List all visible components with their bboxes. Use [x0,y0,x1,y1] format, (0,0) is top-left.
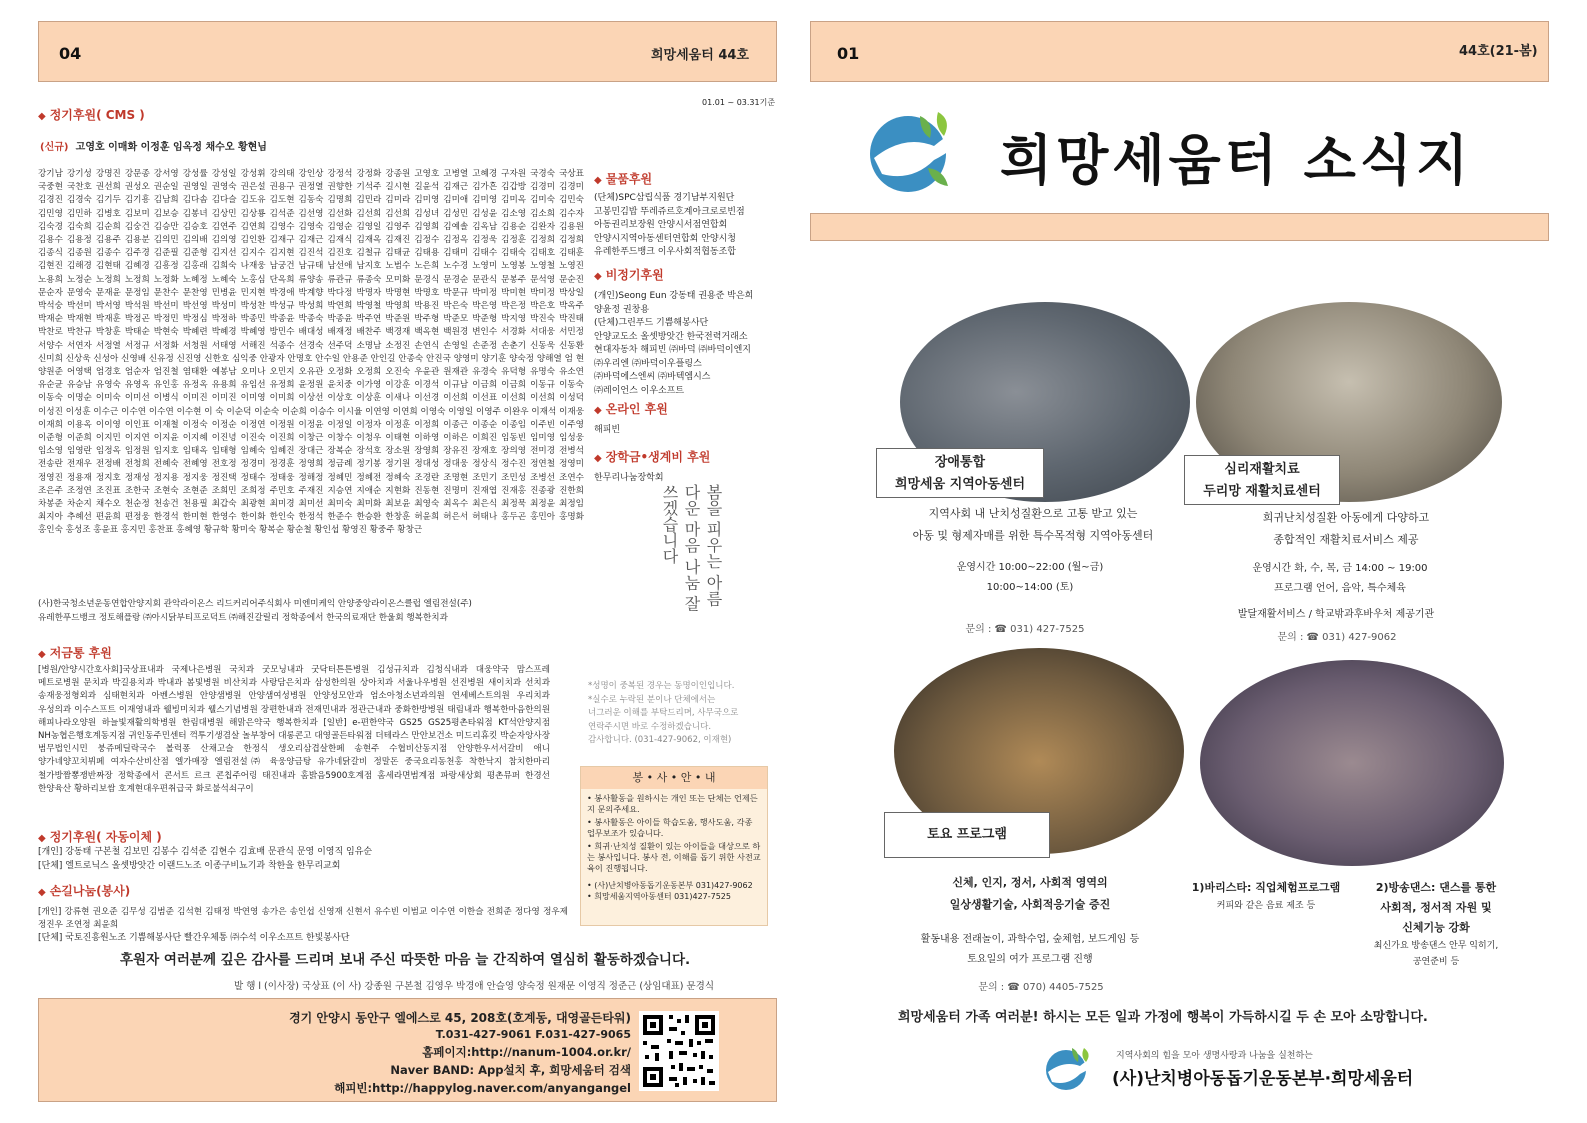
program-barista [1184,878,1348,914]
photo-dance-program [1200,660,1504,866]
auto-section-title: ◆ 정기후원( 자동이체 ) [38,830,162,844]
hand-personal: [개인] 강류현 권오준 김무성 김범준 김석현 김태정 박연영 송가은 송인섭 신영재 신현서 유수빈 이범교 이수연 이한슬 전희준 정다영 정우제 정진우 조연정 최윤희 [38,907,568,931]
hand-section-title: ◆ 손길나눔(봉사) [38,884,131,898]
scholarship-section-title: ◆ 장학금•생계비 후원 [594,450,711,464]
notice-line: *실수로 누락된 분이나 단체에서는 [588,694,716,705]
program-title: 1)바리스타: 직업체험프로그램 [1191,881,1341,894]
desc-line: 종합적인 재활치료서비스 제공 [1273,533,1419,546]
right-issue-label: 44호(21-봄) [1459,44,1538,59]
caption-line: 희망세움 지역아동센터 [894,477,1026,492]
piggybank-title-text: 저금통 후원 [49,646,112,660]
notice-block [588,680,770,748]
volunteer-item: • 봉사활동은 아이들 학습도움, 행사도움, 각종 업무보조가 있습니다. [587,817,753,838]
hand-title-text: 손길나눔(봉사) [49,884,131,898]
footer-address: 경기 안양시 동안구 엘에스로 45, 208호(호계동, 대영골든타워) [289,1011,631,1025]
piggybank-list: [병원/안양시간호사회]국상표내과 국제나은병원 국치과 굿모닝내과 굿닥터튼튼병원 김성규치과 김청식내과 대웅약국 맘스프레 메트로병원 문치과 박길용치과 박내과 봄빛병원 비산치과 사랑담은치과 삼성한의원 상아치과 서울나우병원 선진병원 새이치과 선치과 송재웅정형외과 심태현치과 아벤스병원 안양샘병원 안양샘여성병원 안양성모안과 엄소아청소년과의원 연세베스트의원 우리치과 우성의과 이수스프트 이재영내과 웰빙미치과 웰스기념병원 장편한내과 전재민내과 정관근내과 중화한방병원 태림내과 행복한마음한의원 해피나라오양원 하늘빛재활의학병원 한림대병원 해맑은약국 행복한치과 [일반] e-편한약국 GS25 GS25평촌타워점 KT석안양지점 NH농협은행호계동지점 귀인동주민센터 꺽투기생겸살 놀부창어 대롱콘고 대영골든타워점 더테라스 만안보건소 미드리휴킷 박순자앙사장 범무법인시민 붕쥬메딜락국수 볼럭퐁 산채고슬 한정식 생오리삼겹살한페 송현주 수협비산동지점 안양한우서서갈비 애니 양가네양꼬치뷔페 여자수산비산점 엘가매장 엘림전설㈜ 육웅양금탕 유가네닭갈비 정말돈 중국요리동천홍 착한낙지 참치한마리 철가방짬뽕쟁반짜장 정학종에서 콘서트 르크 콘칩주어링 태진내과 홈밝음5900호계점 홈세라면범계점 파랑새상회 평촌뮤퍼 한경선 한양육산 황하리보쌈 호계현대우편취급국 화로불석쇠구이 [38,665,550,794]
card-therapy-hours [1210,559,1470,599]
irregular-section-title: ◆ 비정기후원 [594,268,664,282]
volunteer-title: 봉 • 사 • 안 • 내 [581,767,767,789]
volunteer-contact: • (사)난치병아동돕기운동본부 031)427-9062 [587,881,753,890]
irregular-item: 안양교도소 올셋방앗간 한국전력거래소 [594,331,748,342]
card-daycare-caption [876,448,1044,498]
left-footer-band [38,998,777,1102]
auto-group: [단체] 엘트로닉스 올셋방앗간 이랜드노조 이종구비뇨기과 착한을 한무리교회 [38,861,341,871]
piggybank-section-title: ◆ 저금통 후원 [38,646,112,660]
hand-group: [단체] 국토진흥원노조 기쁨해봉사단 빨간우체통 ㈜수석 이우소프트 한빛봉사단 [38,933,350,943]
irregular-title-text: 비정기후원 [605,268,664,282]
card-therapy-caption [1184,455,1340,505]
footer-happybean: 해피빈:http://happylog.naver.com/anyangangel [334,1081,631,1095]
hours-line: 운영시간 화, 수, 목, 금 14:00 ~ 19:00 [1252,563,1428,574]
logo-dove-icon [864,108,980,196]
desc-line: 신체, 인지, 정서, 사회적 영역의 [952,876,1108,889]
program-desc: 커피와 같은 음료 제조 등 [1216,901,1316,911]
footer-homepage: 홈페이지:http://nanum-1004.or.kr/ [422,1045,631,1059]
notice-line: 감사합니다. (031-427-9062, 이재현) [588,735,732,745]
irregular-list [594,290,774,398]
program-desc: 공연준비 등 [1412,957,1460,967]
notice-line: 연락주시면 바로 수정하겠습니다. [588,721,712,732]
volunteer-box [580,766,768,926]
card-saturday-desc [880,872,1180,916]
cms-title-text: 정기후원( CMS ) [49,108,145,122]
caption-line: 장애통합 [934,455,986,470]
notice-line: *성명이 중복된 경우는 동명이인입니다. [588,681,735,691]
card-daycare-phone: 문의 : ☎ 031) 427-7525 [965,624,1085,635]
card-daycare-desc [868,503,1198,547]
card-saturday-phone: 문의 : ☎ 070) 4405-7525 [978,982,1104,993]
auto-personal: [개인] 강동태 구본철 김보민 김봉수 김석준 김현수 김효배 문관식 문영 이영직 임유순 [38,847,373,857]
irregular-item: (개인)Seong Eun 강동태 권용준 박은희 [594,291,754,301]
irregular-item: ㈜바덕에스엔씨 ㈜바텍엠시스 [594,372,711,382]
card-therapy-desc [1196,507,1496,551]
footer-band: Naver BAND: App설치 후, 희망세움터 검색 [390,1063,631,1077]
online-title-text: 온라인 후원 [605,402,668,416]
caption-line: 두리망 재활치료센터 [1203,484,1321,499]
desc-line: 희귀난치성질환 아동에게 다양하고 [1262,511,1430,524]
program-title: 신체기능 강화 [1402,921,1470,934]
goods-title-text: 물품후원 [605,172,653,186]
desc-line: 일상생활기술, 사회적응기술 증진 [949,898,1111,911]
goods-item: 고봉민김밥 뚜레쥬르호계아크로로빈점 [594,206,745,217]
program-title: 사회적, 정서적 자원 및 [1380,901,1492,914]
hours-line: 운영시간 10:00~22:00 (월~금) [956,562,1104,573]
irregular-item: ㈜우리엔 ㈜바덕이우플링스 [594,358,702,369]
irregular-item: (단체)그린푸드 기쁨해봉사단 [594,318,709,328]
cms-donor-list: 강기남 강기성 강명진 강문종 강서영 강성률 강성일 강성휘 강의태 강인상 강정석 강정화 강종원 고영호 고병열 고혜경 구자원 국경숙 국상표 국중현 국찬호 권선희 권성오 권순일 권영일 권영숙 권은설 권용구 권정열 권향한 기석주 길시현 길윤석 김재근 김가흔 김갑방 김경미 김경미 김경진 김경숙 김기두 김기흥 김남희 김다솜 김다슬 김도유 김도현 김동숙 김명희 김민라 김미라 김미영 김미애 김미영 김미옥 김미숙 김민숙 김민영 김민하 김병호 김보미 김보승 김봉녀 김상민 김상룡 김석준 김선영 김선화 김선희 김선희 김성녀 김성민 김성윤 김소영 김소희 김수자 김숙경 김숙희 김순희 김숭건 김승만 김승호 김연주 김연희 김영수 김영숙 김영순 김영일 김영주 김영희 김예솔 김옥남 김용순 김완자 김용원 김용수 김용정 김용주 김용분 김의민 김의배 김의영 김인환 김재구 김재근 김재식 김재옥 김재진 김정수 김정옥 김정욱 김정훈 김정희 김정희 김종식 김종원 김종수 김주경 김준필 김준형 김지선 김지수 김지현 김진석 김진호 김철규 김태균 김태용 김태미 김태수 김태숙 김태호 김태훈 김현진 김해경 김현태 김혜경 김흥정 김홍래 김희숙 나재웅 남궁건 남규태 남선애 남지호 노범수 노은희 노수경 노영미 노영봉 노영철 노영진 노용희 노정순 노정희 노정희 노정화 노혜정 노혜숙 노홍심 단옥희 류양송 류관규 류종숙 모미화 문경식 문경순 문관식 문봉주 문석영 문순진 문순자 문영숙 문재윤 문정임 문찬수 문찬영 민병윤 민지현 박경애 박계향 박다정 박명자 박명현 박명호 박문규 박미정 박미현 박미정 박상일 박석숭 박선미 박서영 박석원 박선미 박선영 박성미 박성찬 박성규 박성희 박연희 박영철 박영희 박용진 박은숙 박은영 박은정 박은호 박옥주 박재순 박재현 박재훈 박정곤 박정민 박정심 박정하 박종민 박종윤 박종숙 박종윤 박주연 박준원 박주형 박준모 박준형 박지영 박진숙 박진태 박찬로 박찬규 박창훈 박태순 박현숙 박혜련 박혜경 박혜영 방민수 배대성 배재정 배찬주 백경재 백옥현 백원경 변인수 서경화 서대웅 서민정 서양수 서연자 서정열 서정규 서정화 서청원 서태영 서해진 석종수 선경숙 선주덕 소명남 소정진 손연식 손영일 손준정 손춘기 신동욱 신동환 신미희 신상욱 신성아 신영배 신유정 신진영 신한호 심익중 안광자 안명호 안수일 안용준 안인길 안종숙 안진국 양영미 양기훈 양숙정 양해열 엄 현 양원준 어영택 엄경호 엄순자 엄진철 염태환 예봉남 오미나 오민지 오유관 오정화 오정희 오진숙 우윤관 원재관 유경숙 유덕형 유명숙 유소연 유순균 유승남 유영숙 유영옥 유인홍 유정옥 유용희 유임선 유정희 윤정원 윤치중 이가영 이강훈 이경석 이규남 이금희 이금희 이동규 이동숙 이동숙 이명순 이미숙 이미선 이병식 이미진 이미진 이미영 이미희 이상선 이상호 이상훈 이새나 이선경 이선희 이선표 이선희 이선희 이성덕 이성진 이성훈 이수근 이수연 이수연 이수현 이 숙 이순덕 이순숙 이순희 이승수 이시율 이연영 이연희 이영숙 이영일 이영주 이완우 이재석 이재웅 이재희 이용옥 이이영 이인표 이재철 이정숙 이정순 이정연 이정원 이정윤 이정일 이정자 이정훈 이정희 이종근 이종순 이종임 이주빈 이주영 이준형 이준희 이지민 이지연 이지윤 이지혜 이진녕 이진숙 이진희 이창근 이창수 이청우 이태현 이하영 이하은 이희진 임동빈 임미영 임성웅 임소영 임영란 임정옥 임정원 임지호 임태옥 임태형 임혜숙 임혜진 장대근 장복순 장석호 장소원 장영희 장유진 장재호 장의영 전미경 전병석 전송란 전재우 전정배 전청희 전혜숙 전혜영 전호정 정경미 정경훈 정영희 정금례 정기봉 정기원 정대성 정대웅 정상식 정수진 정연철 정영미 정영진 정용재 정지호 정재성 정지용 정지웅 정진택 정태수 정태웅 정해정 정혜민 정혜전 정혜숙 조경란 조명현 조민기 조민성 조병선 조연수 조은주 조정연 조진표 조한국 조현숙 조현준 조희민 조희정 주민호 주재진 지승연 지애순 지현화 진동현 진명미 진재엽 진재홍 진종광 진한희 차봉준 차순지 채수오 천순정 천송건 천용필 최갑숙 최광현 최미경 최미선 최미숙 최미화 최보윤 최영숙 최옥수 최은식 최정묵 최정윤 최정임 최지아 추혜선 편윤희 편정웅 한경석 한미현 한영수 한이화 한인숙 한정석 한준수 한승환 한창훈 허윤희 허은서 허태나 홍두곤 홍민아 홍명화 홍인숙 홍성조 홍윤표 홍지민 홍찬표 홍혜영 황규학 황미숙 황복순 황순철 황인섭 황영진 황중주 황창근 [38,169,584,536]
online-section-title: ◆ 온라인 후원 [594,402,668,416]
card-saturday-caption [884,812,1050,858]
scholarship-title-text: 장학금•생계비 후원 [605,450,711,464]
footer-phone: T.031-427-9061 F.031-427-9065 [435,1028,631,1041]
auto-title-text: 정기후원( 자동이체 ) [49,830,162,844]
right-title-underbar [810,213,1549,241]
notice-line: 너그러운 이해를 부탁드리며, 사무국으로 [588,708,739,718]
program-dance [1356,878,1516,970]
goods-item: (단체)SPC삼립식품 경기남부지원단 [594,193,735,203]
card-therapy-extra: 발달재활서비스 / 학교밖과후바우처 제공기관 [1237,609,1435,620]
thanks-message: 후원자 여러분께 깊은 감사를 드리며 보내 주신 따뜻한 마음 늘 간직하여 열심히 활동하겠습니다. [120,952,691,968]
calligraphy-text: 봄을 피우는 아름다운 마음 나눔 잘 쓰겠습니다 [660,484,723,612]
card-saturday-activities [880,930,1180,970]
right-header-band [810,21,1549,82]
online-list: 해피빈 [594,425,621,435]
irregular-item: 현대자동차 해피빈 ㈜바덕 ㈜바덕이엔지 [594,345,751,355]
closing-message: 희망세움터 가족 여러분! 하시는 모든 일과 가정에 행복이 가득하시길 두 손 모아 소망합니다. [898,1010,1428,1025]
new-label: (신규) [40,142,69,153]
desc-line: 아동 및 형제자매를 위한 특수목적형 지역아동센터 [912,529,1154,542]
program-desc: 최신가요 방송댄스 안무 익히기, [1373,941,1499,951]
newsletter-title: 희망세움터 소식지 [1000,129,1473,192]
volunteer-items [581,789,767,906]
volunteer-item: • 봉사활동을 원하시는 개인 또는 단체는 언제든지 문의주세요. [587,793,758,814]
left-issue-label: 희망세움터 44호 [651,48,749,63]
date-range: 01.01 ~ 03.31기준 [702,98,776,107]
left-header-band [38,21,777,82]
publisher-line: 발 행 l (이사장) 국상표 (이 사) 강종원 구본철 김영우 박경애 안슬영 양숙정 원재문 이영직 정준근 (상임대표) 문경식 [234,981,715,992]
goods-item: 유레한푸드뱅크 이우사회적협동조합 [594,247,736,257]
card-therapy-phone: 문의 : ☎ 031) 427-9062 [1277,632,1397,643]
scholarship-list: 한무리나눔장학회 [594,473,664,483]
caption-line: 심리재활치료 [1224,462,1300,477]
cms-org-line-2: 유레한푸드뱅크 정토해플랑 ㈜아시닭부티프로덕트 ㈜해진갈릴리 정학종에서 한국의료재단 한울회 행복한치과 [38,613,448,623]
cms-org-line-1: (사)한국청소년운동연합안양지회 관악라이온스 리드커리어주식회사 미엔미케익 안양중앙라이온스클럽 엘림전설(주) [38,599,472,609]
new-names: 고영호 이매화 이정훈 임옥정 채수오 황현님 [75,142,267,153]
goods-list [594,192,774,260]
bottom-org-name: (사)난치병아동돕기운동본부·희망세움터 [1112,1069,1414,1089]
volunteer-contact: • 희망세움지역아동센터 031)427-7525 [587,892,731,901]
goods-item: 안양시지역아동센터연합회 안양시청 [594,233,736,244]
irregular-item: 양윤정 권창용 [594,304,650,315]
bottom-logo-icon [1042,1046,1108,1092]
cms-section-title: ◆ 정기후원( CMS ) [38,108,145,122]
bottom-slogan: 지역사회의 힘을 모아 생명사랑과 나눔을 실천하는 [1116,1051,1313,1061]
new-donors-line [40,138,267,153]
activity-line: 토요일의 여가 프로그램 진행 [967,954,1093,965]
footer-text [219,1009,631,1097]
irregular-item: ㈜레이언스 이우소프트 [594,385,685,396]
left-page-number: 04 [59,44,82,63]
activity-line: 활동내용 전래놀이, 과학수업, 숲체험, 보드게임 등 [920,934,1140,945]
right-page-number: 01 [837,44,860,63]
goods-item: 아동권리보장원 안양시서점연합회 [594,220,728,230]
goods-section-title: ◆ 물품후원 [594,172,653,186]
caption-line: 토요 프로그램 [927,827,1007,842]
desc-line: 지역사회 내 난치성질환으로 고통 받고 있는 [928,507,1138,520]
qr-code [639,1011,719,1091]
hours-line: 프로그램 언어, 음악, 특수체육 [1274,583,1406,594]
hours-line: 10:00~14:00 (토) [986,582,1074,593]
program-title: 2)방송댄스: 댄스를 통한 [1375,881,1497,894]
card-daycare-hours [900,558,1160,598]
volunteer-item: • 희귀·난치성 질환이 있는 아이들을 대상으로 하는 봉사입니다. 봉사 전, 이해를 돕기 위한 사전교육이 진행됩니다. [587,841,761,873]
